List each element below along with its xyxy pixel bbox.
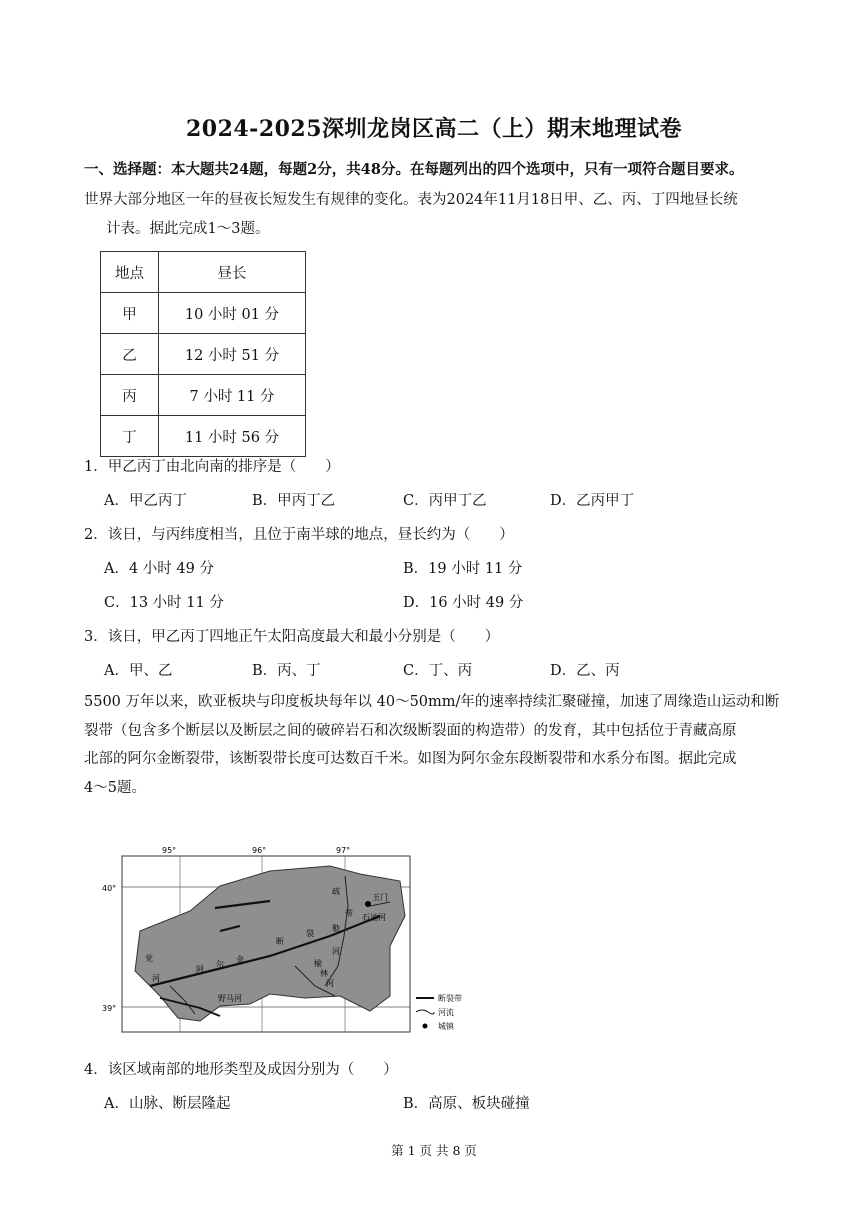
study-region <box>135 866 405 1021</box>
section-heading: 一、选择题：本大题共24题，每题2分，共48分。在每题列出的四个选项中，只有一项符合题目要求。 <box>84 161 744 178</box>
place-label-dang-he: 河 <box>152 974 160 983</box>
question-2-option-a: A．4 小时 49 分 <box>104 561 214 577</box>
place-label-dai: 带 <box>345 909 353 918</box>
question-3-option-a: A．甲、乙 <box>104 663 173 679</box>
place-label-a: 阿 <box>196 965 204 974</box>
table-cell: 10 小时 01 分 <box>159 293 306 334</box>
question-3-stem: 3．该日，甲乙丙丁四地正午太阳高度最大和最小分别是（ ） <box>84 629 500 645</box>
lon-label-96: 96° <box>252 846 267 855</box>
question-2-option-d: D．16 小时 49 分 <box>403 595 524 611</box>
table-header-location: 地点 <box>101 252 159 293</box>
question-1-option-c: C．丙甲丁乙 <box>403 493 487 509</box>
place-label-yu: 榆 <box>314 959 322 968</box>
lat-label-40: 40° <box>102 884 117 893</box>
table-cell: 11 小时 56 分 <box>159 416 306 457</box>
intro1-line2: 计表。据此完成1～3题。 <box>106 220 270 237</box>
lat-label-39: 39° <box>102 1004 117 1013</box>
question-3-option-c: C．丁、丙 <box>403 663 473 679</box>
place-label-lie: 裂 <box>306 929 314 938</box>
intro2-line4: 4～5题。 <box>84 779 146 796</box>
table-cell: 7 小时 11 分 <box>159 375 306 416</box>
question-1-option-a: A．甲乙丙丁 <box>104 493 187 509</box>
question-3-option-d: D．乙、丙 <box>550 663 620 679</box>
question-1-option-d: D．乙丙甲丁 <box>550 493 635 509</box>
question-2-option-b: B．19 小时 11 分 <box>403 561 523 577</box>
intro2-line1: 5500 万年以来，欧亚板块与印度板块每年以 40～50mm/年的速率持续汇聚碰撞，加速了周缘造山运动和断 <box>84 694 780 710</box>
table-cell: 乙 <box>101 334 159 375</box>
legend-town-label: 城镇 <box>438 1022 454 1031</box>
lon-label-95: 95° <box>162 846 177 855</box>
question-4-option-b: B．高原、板块碰撞 <box>403 1096 530 1112</box>
intro2-line3: 北部的阿尔金断裂带，该断裂带长度可达数百千米。如图为阿尔金东段断裂带和水系分布图。据此完成 <box>84 751 737 767</box>
legend-town-symbol <box>423 1024 428 1029</box>
table-cell: 丁 <box>101 416 159 457</box>
table-cell: 12 小时 51 分 <box>159 334 306 375</box>
town-marker-yumen <box>365 901 371 907</box>
place-label-shiyouhe: 石油河 <box>362 913 386 922</box>
legend-river-symbol <box>416 1010 434 1014</box>
intro1-line1: 世界大部分地区一年的昼夜长短发生有规律的变化。表为2024年11月18日甲、乙、丙、丁四地昼长统 <box>84 192 738 208</box>
table-row <box>101 375 306 416</box>
question-4-stem: 4．该区域南部的地形类型及成因分别为（ ） <box>84 1062 398 1078</box>
place-label-lin: 林 <box>320 969 328 978</box>
question-4-option-a: A．山脉、断层隆起 <box>104 1096 231 1112</box>
place-label-duan: 断 <box>276 937 284 946</box>
intro2-line2: 裂带（包含多个断层以及断层之间的破碎岩石和次级断裂面的构造带）的发育，其中包括位于青藏高原 <box>84 722 737 739</box>
place-label-dang: 党 <box>145 954 153 963</box>
day-length-table <box>100 251 306 457</box>
place-label-he: 河 <box>332 947 340 956</box>
table-row <box>101 416 306 457</box>
lon-label-97: 97° <box>336 846 351 855</box>
place-label-er: 尔 <box>216 960 224 969</box>
question-1-stem: 1．甲乙丙丁由北向南的排序是（ ） <box>84 459 340 475</box>
page-footer: 第 1 页 共 8 页 <box>391 1143 477 1158</box>
table-row <box>101 293 306 334</box>
place-label-yemahe: 野马河 <box>218 994 242 1003</box>
intro-paragraph-2 <box>84 688 794 802</box>
table-cell: 甲 <box>101 293 159 334</box>
map-legend <box>416 993 462 1031</box>
place-label-yumen: 玉门 <box>372 893 388 902</box>
legend-fault-label: 断裂带 <box>438 994 462 1003</box>
place-label-shu: 疏 <box>332 887 340 896</box>
question-2-option-c: C．13 小时 11 分 <box>104 595 224 611</box>
intro-paragraph-1 <box>84 186 794 243</box>
page-title: 2024-2025深圳龙岗区高二（上）期末地理试卷 <box>185 116 683 142</box>
table-row <box>101 334 306 375</box>
table-cell: 丙 <box>101 375 159 416</box>
question-1-option-b: B．甲丙丁乙 <box>252 493 336 509</box>
place-label-he-2: 河 <box>326 979 334 988</box>
table-header-row <box>101 252 306 293</box>
legend-river-label: 河流 <box>438 1008 454 1017</box>
altun-fault-map <box>100 836 480 1036</box>
place-label-le: 勒 <box>332 924 340 933</box>
question-2-stem: 2．该日，与丙纬度相当，且位于南半球的地点，昼长约为（ ） <box>84 527 514 543</box>
question-3-option-b: B．丙、丁 <box>252 663 321 679</box>
table-header-daylength: 昼长 <box>159 252 306 293</box>
place-label-jin: 金 <box>236 955 244 964</box>
